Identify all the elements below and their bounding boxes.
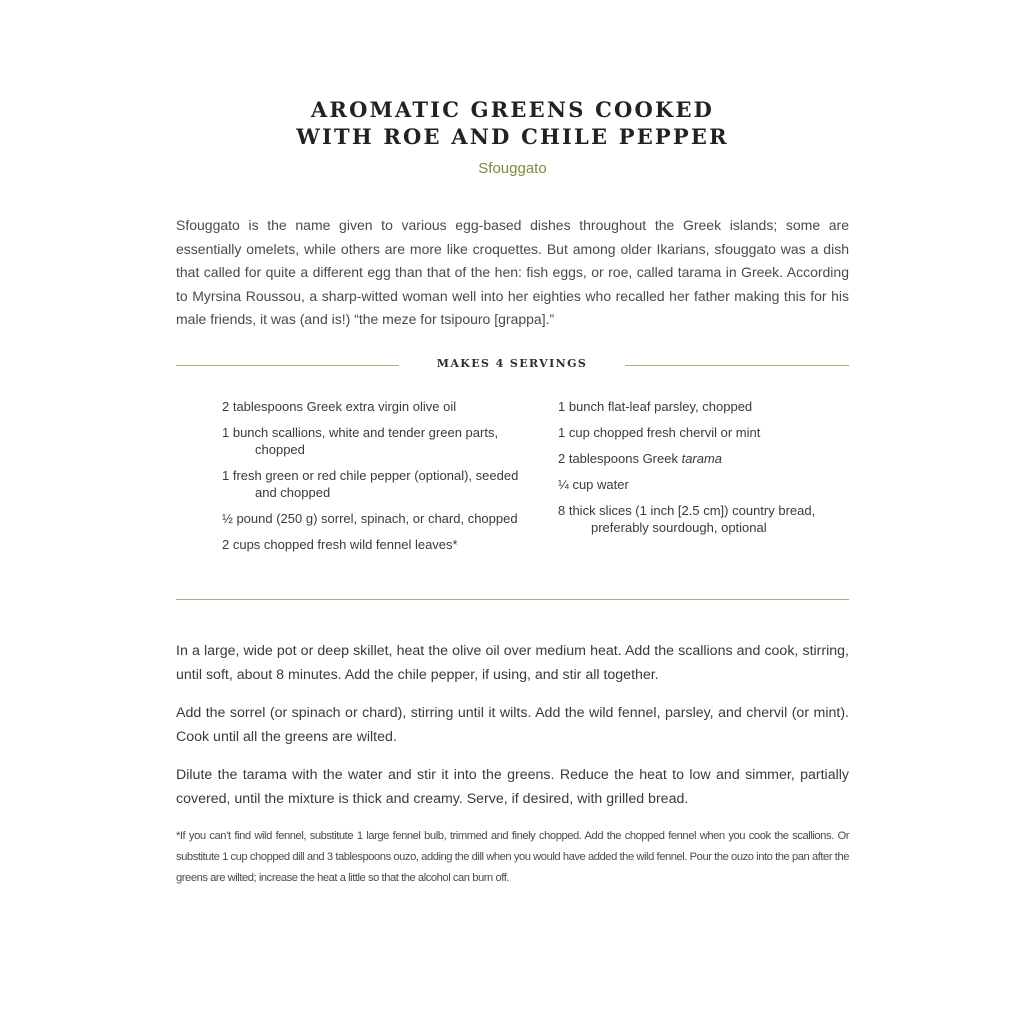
recipe-title bbox=[176, 96, 849, 150]
ingredients-column-right bbox=[558, 398, 848, 545]
ingredient-item: 1 fresh green or red chile pepper (optional), seeded and chopped bbox=[222, 468, 519, 500]
ingredient-item: ¼ cup water bbox=[558, 477, 629, 492]
footnote: *If you can’t find wild fennel, substitute 1 large fennel bulb, trimmed and finely chopped. Add the chopped fennel when you cook the scallions. Or substitute 1 cup chopped dill and 3 tablespoons ouzo, adding the dill when you would have added the wild fennel. Pour the ouzo into the pan after the greens are wilted; increase the heat a little so that the alcohol can burn off. bbox=[176, 830, 849, 884]
recipe-page bbox=[176, 0, 849, 1024]
ingredient-item: 1 cup chopped fresh chervil or mint bbox=[558, 425, 761, 440]
ingredient-item: ½ pound (250 g) sorrel, spinach, or chard, chopped bbox=[222, 511, 518, 526]
ingredient-item bbox=[558, 450, 848, 467]
recipe-intro: Sfouggato is the name given to various egg-based dishes throughout the Greek islands; some are essentially omelets, while others are more like croquettes. But among older Ikarians, sfouggato was a dish that called for quite a different egg than that of the hen: fish eggs, or roe, called tarama in Greek. According to Myrsina Roussou, a sharp-witted woman well into her eighties who recalled her father making this for his male friends, it was (and is!) “the meze for tsipouro [grappa].” bbox=[176, 217, 849, 327]
ingredient-italic-term: tarama bbox=[681, 451, 723, 466]
divider-rule-right bbox=[625, 365, 849, 366]
ingredient-item: 2 tablespoons Greek extra virgin olive oil bbox=[222, 399, 457, 414]
divider-rule-left bbox=[176, 365, 399, 366]
ingredient-text: 2 tablespoons Greek bbox=[558, 451, 682, 466]
ingredient-item: 8 thick slices (1 inch [2.5 cm]) country bread, preferably sourdough, optional bbox=[558, 503, 816, 535]
divider-rule-bottom bbox=[176, 599, 849, 600]
ingredient-item: 1 bunch flat-leaf parsley, chopped bbox=[558, 399, 753, 414]
method-step: Add the sorrel (or spinach or chard), stirring until it wilts. Add the wild fennel, parsley, and chervil (or mint). Cook until all the greens are wilted. bbox=[176, 705, 849, 745]
ingredients-column-left bbox=[222, 398, 522, 562]
servings-label: MAKES 4 SERVINGS bbox=[436, 357, 588, 370]
method-section bbox=[176, 640, 849, 826]
recipe-subtitle: Sfouggato bbox=[478, 160, 547, 177]
ingredient-item: 2 cups chopped fresh wild fennel leaves* bbox=[222, 537, 458, 552]
method-step: In a large, wide pot or deep skillet, heat the olive oil over medium heat. Add the scallions and cook, stirring, until soft, about 8 minutes. Add the chile pepper, if using, and stir all together. bbox=[176, 643, 849, 683]
servings-header bbox=[176, 354, 849, 376]
method-step: Dilute the tarama with the water and stir it into the greens. Reduce the heat to low and simmer, partially covered, until the mixture is thick and creamy. Serve, if desired, with grilled bread. bbox=[176, 767, 849, 807]
recipe-title-line-2: WITH ROE AND CHILE PEPPER bbox=[296, 124, 729, 149]
recipe-title-line-1: AROMATIC GREENS COOKED bbox=[310, 97, 715, 122]
ingredient-item: 1 bunch scallions, white and tender green parts, chopped bbox=[222, 425, 499, 457]
